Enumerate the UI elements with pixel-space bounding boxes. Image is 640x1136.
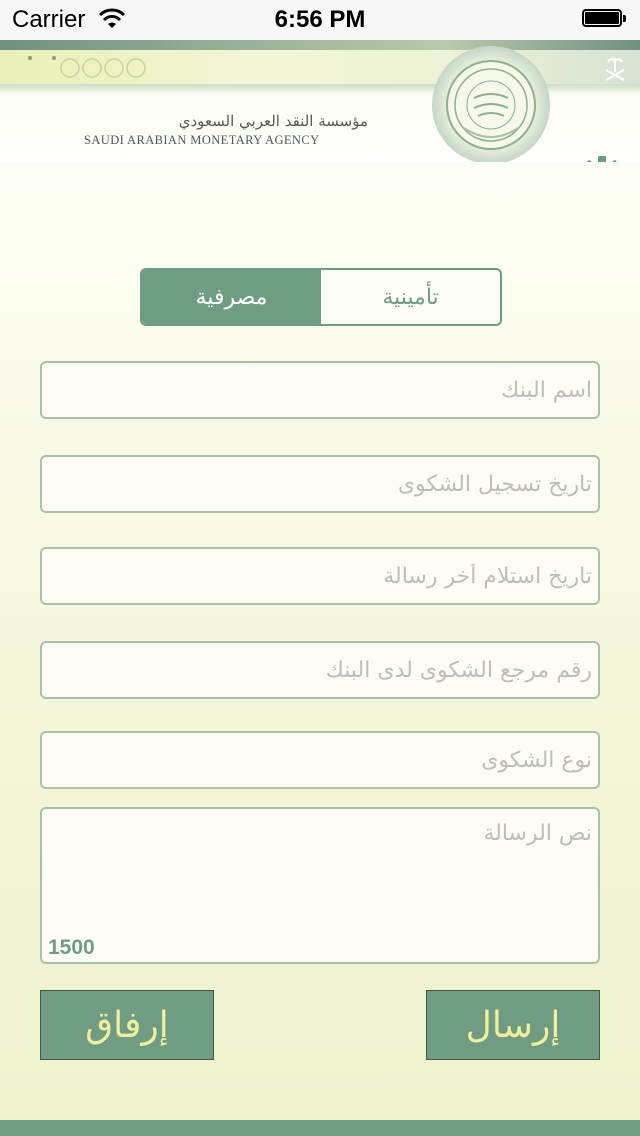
complaint-date-input[interactable] bbox=[40, 455, 600, 513]
message-textarea[interactable] bbox=[40, 807, 600, 964]
carrier-label: Carrier bbox=[12, 6, 86, 33]
bottom-bar bbox=[0, 1120, 640, 1136]
segment-banking[interactable]: مصرفية bbox=[142, 270, 321, 324]
segment-insurance[interactable]: تأمينية bbox=[382, 284, 439, 310]
complaint-type-input[interactable] bbox=[40, 731, 600, 789]
attach-button[interactable]: إرفاق bbox=[40, 990, 214, 1060]
remaining-characters-count: 1500 bbox=[48, 936, 95, 959]
bank-reference-number-input[interactable] bbox=[40, 641, 600, 699]
send-button[interactable]: إرسال bbox=[426, 990, 600, 1060]
agency-name-arabic: مؤسسة النقد العربي السعودي bbox=[178, 112, 368, 130]
category-segmented-control bbox=[140, 268, 502, 326]
bank-name-input[interactable] bbox=[40, 361, 600, 419]
status-bar bbox=[0, 0, 640, 40]
app-header bbox=[0, 40, 640, 162]
settings-button[interactable] bbox=[578, 154, 626, 162]
ornament-pattern-icon bbox=[20, 54, 180, 82]
battery-icon bbox=[582, 9, 628, 29]
palm-swords-icon bbox=[600, 54, 630, 84]
agency-name-english: SAUDI ARABIAN MONETARY AGENCY bbox=[84, 133, 320, 147]
message-placeholder: نص الرسالة bbox=[483, 821, 592, 846]
last-message-date-input[interactable] bbox=[40, 547, 600, 605]
header-accent-strip bbox=[0, 40, 640, 50]
sama-seal-icon bbox=[444, 58, 538, 152]
gear-icon bbox=[578, 154, 626, 162]
status-time: 6:56 PM bbox=[274, 6, 366, 33]
